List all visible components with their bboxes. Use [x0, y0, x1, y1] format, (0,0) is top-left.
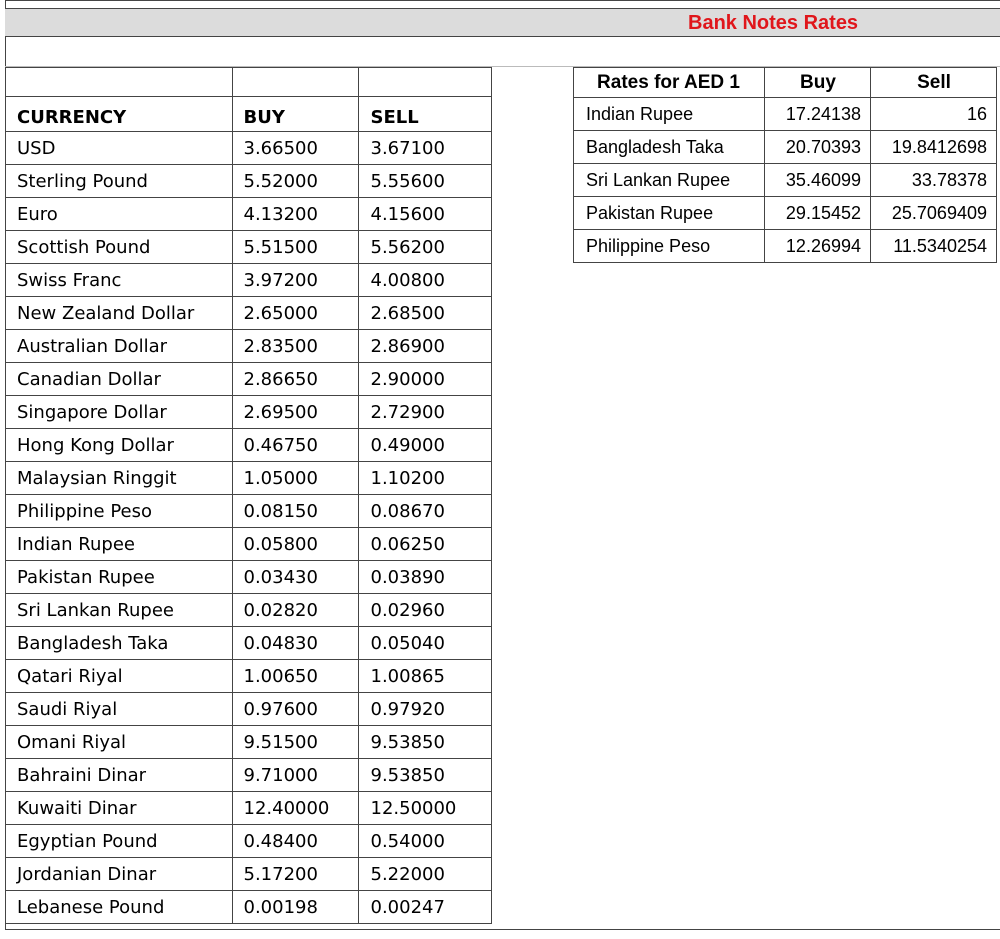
sell-rate-cell: 11.5340254 [871, 230, 997, 263]
sell-rate-cell: 0.00247 [358, 891, 491, 924]
table-row [5, 660, 491, 693]
currency-name-cell: Philippine Peso [5, 495, 232, 528]
buy-rate-cell: 0.48400 [232, 825, 358, 858]
currency-name-cell: Malaysian Ringgit [5, 462, 232, 495]
sell-rate-cell: 4.00800 [358, 264, 491, 297]
page-title: Bank Notes Rates [688, 12, 859, 34]
table-row [574, 131, 997, 164]
table-row [5, 132, 491, 165]
buy-rate-cell: 9.51500 [232, 726, 358, 759]
currency-name-cell: Omani Riyal [5, 726, 232, 759]
table-row [5, 693, 491, 726]
sell-rate-cell: 0.54000 [358, 825, 491, 858]
buy-rate-cell: 2.86650 [232, 363, 358, 396]
currency-name-cell: Philippine Peso [574, 230, 765, 263]
currency-table-header [5, 97, 491, 132]
sell-rate-cell: 5.56200 [358, 231, 491, 264]
buy-rate-cell: 29.15452 [765, 197, 871, 230]
header-buy: BUY [232, 97, 358, 132]
table-row [5, 198, 491, 231]
buy-rate-cell: 0.05800 [232, 528, 358, 561]
table-row [5, 627, 491, 660]
buy-rate-cell: 35.46099 [765, 164, 871, 197]
sell-rate-cell: 0.03890 [358, 561, 491, 594]
header-currency: CURRENCY [5, 97, 232, 132]
sell-rate-cell: 2.86900 [358, 330, 491, 363]
currency-name-cell: Bangladesh Taka [5, 627, 232, 660]
currency-name-cell: Singapore Dollar [5, 396, 232, 429]
sell-rate-cell: 9.53850 [358, 759, 491, 792]
currency-name-cell: New Zealand Dollar [5, 297, 232, 330]
buy-rate-cell: 12.26994 [765, 230, 871, 263]
currency-name-cell: Canadian Dollar [5, 363, 232, 396]
table-row [5, 231, 491, 264]
buy-rate-cell: 5.52000 [232, 165, 358, 198]
currency-name-cell: Australian Dollar [5, 330, 232, 363]
sell-rate-cell: 0.02960 [358, 594, 491, 627]
table-row [5, 792, 491, 825]
frame-top-line [5, 0, 1000, 1]
currency-name-cell: Hong Kong Dollar [5, 429, 232, 462]
buy-rate-cell: 5.51500 [232, 231, 358, 264]
currency-rates-table [5, 67, 492, 924]
blank-cell [5, 68, 232, 97]
sell-rate-cell: 0.06250 [358, 528, 491, 561]
buy-rate-cell: 2.69500 [232, 396, 358, 429]
table-row [5, 462, 491, 495]
table-row [5, 297, 491, 330]
currency-name-cell: Pakistan Rupee [574, 197, 765, 230]
blank-cell [232, 68, 358, 97]
table-row [5, 561, 491, 594]
sell-rate-cell: 2.90000 [358, 363, 491, 396]
sell-rate-cell: 33.78378 [871, 164, 997, 197]
frame-bottom-line [5, 929, 1000, 930]
currency-name-cell: Indian Rupee [574, 98, 765, 131]
sell-rate-cell: 2.68500 [358, 297, 491, 330]
currency-name-cell: Sri Lankan Rupee [5, 594, 232, 627]
currency-name-cell: Indian Rupee [5, 528, 232, 561]
currency-name-cell: Jordanian Dinar [5, 858, 232, 891]
sell-rate-cell: 19.8412698 [871, 131, 997, 164]
table-row [5, 759, 491, 792]
currency-name-cell: Saudi Riyal [5, 693, 232, 726]
table-row [5, 594, 491, 627]
sell-rate-cell: 0.08670 [358, 495, 491, 528]
sell-rate-cell: 0.49000 [358, 429, 491, 462]
sell-rate-cell: 5.22000 [358, 858, 491, 891]
table-row [5, 726, 491, 759]
sell-rate-cell: 9.53850 [358, 726, 491, 759]
table-row [5, 264, 491, 297]
sell-rate-cell: 12.50000 [358, 792, 491, 825]
table-row [5, 858, 491, 891]
header-rates-for-aed: Rates for AED 1 [574, 68, 765, 98]
buy-rate-cell: 0.46750 [232, 429, 358, 462]
buy-rate-cell: 2.65000 [232, 297, 358, 330]
sell-rate-cell: 25.7069409 [871, 197, 997, 230]
table-row [574, 164, 997, 197]
blank-row [5, 68, 491, 97]
table-row [5, 495, 491, 528]
sell-rate-cell: 0.05040 [358, 627, 491, 660]
currency-name-cell: Bahraini Dinar [5, 759, 232, 792]
table-row [574, 230, 997, 263]
buy-rate-cell: 0.08150 [232, 495, 358, 528]
currency-name-cell: Kuwaiti Dinar [5, 792, 232, 825]
currency-name-cell: Sterling Pound [5, 165, 232, 198]
header-sell: Sell [871, 68, 997, 98]
table-row [5, 891, 491, 924]
buy-rate-cell: 20.70393 [765, 131, 871, 164]
table-row [5, 825, 491, 858]
currency-name-cell: Egyptian Pound [5, 825, 232, 858]
currency-name-cell: USD [5, 132, 232, 165]
currency-name-cell: Pakistan Rupee [5, 561, 232, 594]
currency-name-cell: Euro [5, 198, 232, 231]
buy-rate-cell: 17.24138 [765, 98, 871, 131]
table-row [5, 528, 491, 561]
buy-rate-cell: 0.00198 [232, 891, 358, 924]
table-row [5, 165, 491, 198]
aed-table-header [574, 68, 997, 98]
buy-rate-cell: 3.97200 [232, 264, 358, 297]
aed-rates-table [573, 67, 997, 263]
buy-rate-cell: 1.00650 [232, 660, 358, 693]
buy-rate-cell: 4.13200 [232, 198, 358, 231]
buy-rate-cell: 5.17200 [232, 858, 358, 891]
buy-rate-cell: 0.02820 [232, 594, 358, 627]
sell-rate-cell: 3.67100 [358, 132, 491, 165]
currency-name-cell: Swiss Franc [5, 264, 232, 297]
buy-rate-cell: 1.05000 [232, 462, 358, 495]
buy-rate-cell: 0.04830 [232, 627, 358, 660]
sell-rate-cell: 1.00865 [358, 660, 491, 693]
buy-rate-cell: 12.40000 [232, 792, 358, 825]
table-row [574, 197, 997, 230]
buy-rate-cell: 0.97600 [232, 693, 358, 726]
table-row [5, 330, 491, 363]
buy-rate-cell: 3.66500 [232, 132, 358, 165]
currency-name-cell: Lebanese Pound [5, 891, 232, 924]
sell-rate-cell: 2.72900 [358, 396, 491, 429]
sell-rate-cell: 0.97920 [358, 693, 491, 726]
sell-rate-cell: 4.15600 [358, 198, 491, 231]
blank-cell [358, 68, 491, 97]
table-row [574, 98, 997, 131]
table-row [5, 429, 491, 462]
sell-rate-cell: 1.10200 [358, 462, 491, 495]
buy-rate-cell: 9.71000 [232, 759, 358, 792]
sell-rate-cell: 5.55600 [358, 165, 491, 198]
table-row [5, 396, 491, 429]
buy-rate-cell: 2.83500 [232, 330, 358, 363]
buy-rate-cell: 0.03430 [232, 561, 358, 594]
currency-name-cell: Bangladesh Taka [574, 131, 765, 164]
sell-rate-cell: 16 [871, 98, 997, 131]
table-row [5, 363, 491, 396]
header-sell: SELL [358, 97, 491, 132]
currency-name-cell: Sri Lankan Rupee [574, 164, 765, 197]
header-buy: Buy [765, 68, 871, 98]
currency-name-cell: Scottish Pound [5, 231, 232, 264]
currency-name-cell: Qatari Riyal [5, 660, 232, 693]
